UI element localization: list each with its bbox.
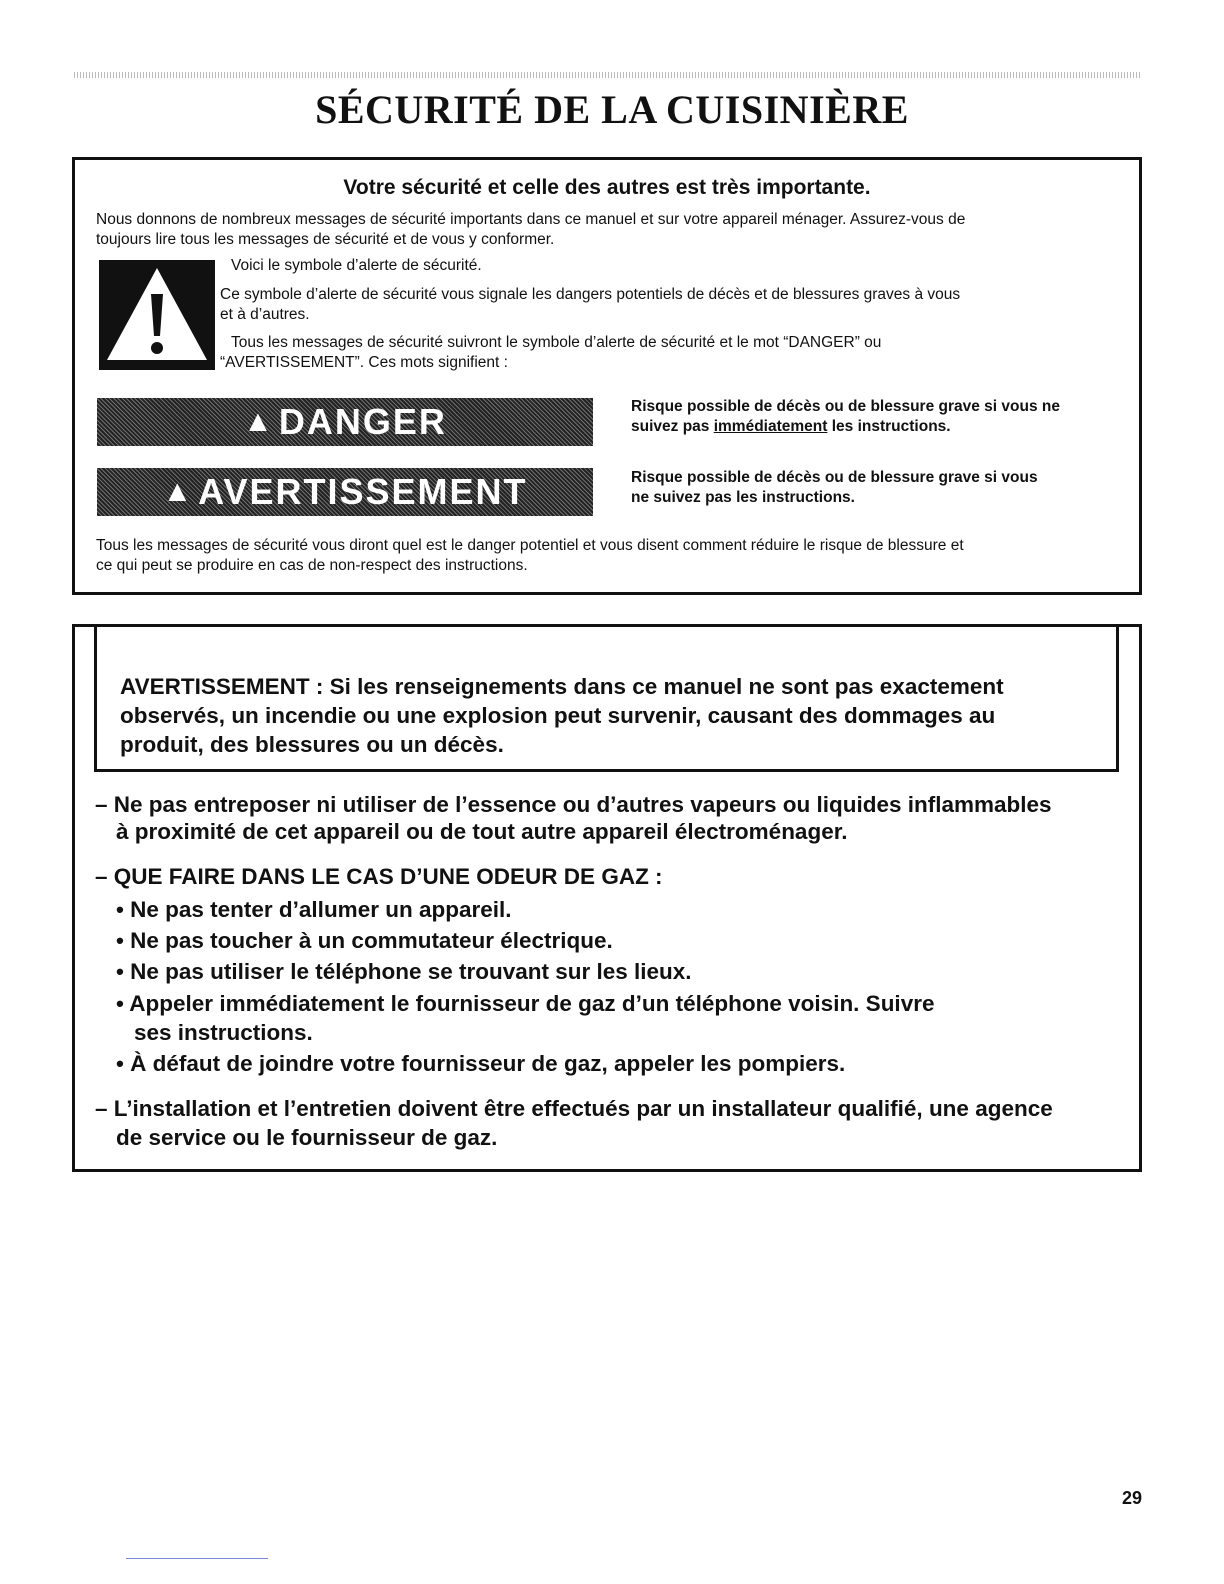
page-number: 29 <box>1121 1488 1142 1508</box>
symbol-desc-line-2: et à d’autres. <box>220 306 310 323</box>
danger-desc-line-2: suivez pas immédiatement les instructions. <box>631 418 951 435</box>
warning-headline-line-1: AVERTISSEMENT : Si les renseignements dans ce manuel ne sont pas exactement <box>120 674 1004 699</box>
warning-desc-line-2: ne suivez pas les instructions. <box>631 489 855 506</box>
warning-headline-line-2: observés, un incendie ou une explosion peut survenir, causant des dommages au <box>120 703 996 728</box>
danger-signal-bar <box>97 398 593 446</box>
item-installation-line-2: de service ou le fournisseur de gaz. <box>116 1125 498 1150</box>
bullet-call-supplier-line-1: • Appeler immédiatement le fournisseur de gaz d’un téléphone voisin. Suivre <box>116 991 935 1016</box>
intro-line-1: Nous donnons de nombreux messages de sécurité importants dans ce manuel et sur votre appareil ménager. Assurez-vous de <box>96 211 966 228</box>
alert-triangle-icon: ▲ <box>162 475 195 508</box>
item-flammables-line-1: – Ne pas entreposer ni utiliser de l’essence ou d’autres vapeurs ou liquides inflammables <box>95 792 1052 817</box>
intro-line-2: toujours lire tous les messages de sécurité et de vous y conformer. <box>96 231 555 248</box>
safety-info-box <box>72 157 1142 595</box>
top-rule <box>74 72 1142 78</box>
bullet-call-supplier-line-2: ses instructions. <box>134 1020 313 1045</box>
warning-signal-bar <box>97 468 593 516</box>
closing-line-1: Tous les messages de sécurité vous diront quel est le danger potentiel et vous disent comment réduire le risque de blessure et <box>96 537 964 554</box>
bullet-call-firefighters: • À défaut de joindre votre fournisseur de gaz, appeler les pompiers. <box>116 1051 846 1076</box>
signal-words-line-1: Tous les messages de sécurité suivront le symbole d’alerte de sécurité et le mot “DANGER” ou <box>231 334 882 351</box>
warning-headline-line-3: produit, des blessures ou un décès. <box>120 732 504 757</box>
page-title: SÉCURITÉ DE LA CUISINIÈRE <box>315 87 909 132</box>
danger-label: DANGER <box>278 401 447 442</box>
item-installation-line-1: – L’installation et l’entretien doivent être effectués par un installateur qualifié, une agence <box>95 1096 1053 1121</box>
signal-words-line-2: “AVERTISSEMENT”. Ces mots signifient : <box>220 354 508 371</box>
bullet-no-ignite: • Ne pas tenter d’allumer un appareil. <box>116 897 512 922</box>
warning-label: AVERTISSEMENT <box>198 471 528 512</box>
symbol-text: Voici le symbole d’alerte de sécurité. <box>231 257 482 274</box>
bullet-no-phone: • Ne pas utiliser le téléphone se trouvant sur les lieux. <box>116 959 692 984</box>
gas-odor-heading: – QUE FAIRE DANS LE CAS D’UNE ODEUR DE GAZ : <box>95 864 663 889</box>
item-flammables-line-2: à proximité de cet appareil ou de tout autre appareil électroménager. <box>116 819 848 844</box>
gas-warning-box <box>72 624 1142 1172</box>
alert-triangle-icon: ▲ <box>243 405 275 438</box>
closing-line-2: ce qui peut se produire en cas de non-respect des instructions. <box>96 557 528 574</box>
safety-heading: Votre sécurité et celle des autres est très importante. <box>343 176 871 199</box>
warning-desc-line-1: Risque possible de décès ou de blessure grave si vous <box>631 469 1038 486</box>
bullet-no-switch: • Ne pas toucher à un commutateur électrique. <box>116 928 613 953</box>
symbol-desc-line-1: Ce symbole d’alerte de sécurité vous signale les dangers potentiels de décès et de blessures graves à vous <box>220 286 961 303</box>
danger-desc-line-1: Risque possible de décès ou de blessure grave si vous ne <box>631 398 1060 415</box>
immediately-emphasis: immédiatement <box>713 418 828 435</box>
bottom-link-line <box>126 1558 268 1559</box>
safety-alert-icon <box>99 260 215 370</box>
